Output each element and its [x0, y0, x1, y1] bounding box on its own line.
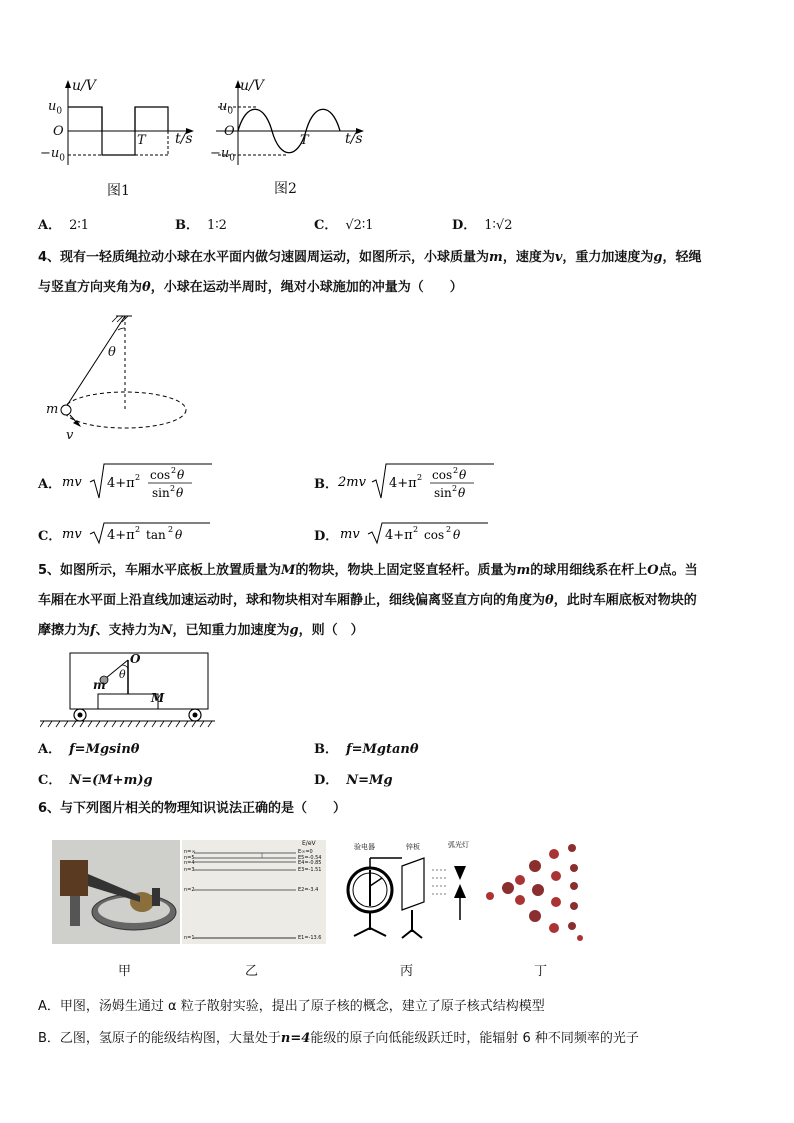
fig1-origin-label: O	[53, 124, 64, 139]
svg-text:θ: θ	[453, 528, 461, 542]
q5-option-d[interactable]: D． N=Mg	[314, 773, 393, 788]
level-e-4: E4=-0.85	[298, 860, 322, 866]
level-n-5: n=5	[184, 855, 195, 861]
level-e-2: E2=-3.4	[298, 887, 319, 893]
q4-figure-theta-label: θ	[108, 345, 116, 360]
svg-text:θ: θ	[458, 486, 466, 500]
q5-option-b[interactable]: B． f=Mgtanθ	[314, 742, 419, 757]
svg-text:θ: θ	[176, 486, 184, 500]
svg-text:cos: cos	[424, 528, 445, 542]
svg-text:θ: θ	[459, 468, 467, 482]
fig2-y-axis-label: u/V	[240, 78, 264, 94]
level-n-inf: n=∞	[184, 849, 196, 855]
fig1-u0-label: $u_0$	[48, 99, 63, 117]
q5-figure-theta-label: θ	[119, 668, 126, 681]
q3-option-a[interactable]: A． 2∶1	[38, 218, 90, 233]
q5-figure-m-label: m	[93, 678, 106, 692]
svg-text:4+π: 4+π	[385, 528, 413, 543]
caption-bing: 丙	[400, 964, 414, 979]
fig2-x-axis-label: t/s	[345, 131, 363, 147]
level-e-inf: E∞=0	[298, 849, 313, 855]
photo-c-electroscope-label: 验电器	[354, 843, 375, 851]
svg-text:2: 2	[168, 525, 174, 534]
q4-figure-v-label: v	[66, 428, 74, 443]
svg-text:2: 2	[453, 466, 459, 475]
q3-option-b[interactable]: B． 1∶2	[175, 218, 227, 233]
svg-text:tan: tan	[146, 528, 166, 542]
caption-jia: 甲	[118, 964, 132, 979]
q5-stem: 5、如图所示，车厢水平底板上放置质量为M的物块，物块上固定竖直轻杆。质量为m的球用细线系在杆上O点。当 车厢在水平面上沿直线加速运动时，球和物块相对车厢静止，细线偏离竖直方向的角度为θ，此时车厢底板对物块的 摩擦力为f、支持力为N，已知重力加速度为g，则（ ）	[38, 563, 698, 638]
fig2-origin-label: O	[224, 124, 235, 139]
q5-figure-M-label: M	[151, 691, 165, 705]
fig1-period-label: T	[137, 133, 146, 148]
q4-option-c-formula	[60, 520, 220, 546]
fig1-x-axis-label: t/s	[175, 131, 193, 147]
svg-text:2: 2	[452, 484, 458, 493]
q4-option-c-coef: mv	[62, 527, 82, 542]
q6-option-b[interactable]: B．乙图，氢原子的能级结构图，大量处于n=4能级的原子向低能级跃迁时，能辐射 6 种不同频率的光子	[38, 1031, 639, 1046]
level-n-3: n=3	[184, 867, 195, 873]
fig1-caption: 图1	[107, 183, 130, 199]
svg-text:4+π: 4+π	[107, 476, 135, 491]
fig1-neg-u0-label: $-u_0$	[40, 146, 65, 164]
q4-option-b-coef: 2mv	[338, 475, 366, 490]
q4-conical-pendulum-figure	[40, 312, 200, 447]
q4-option-a-coef: mv	[62, 475, 82, 490]
svg-text:cos: cos	[432, 468, 453, 482]
svg-text:2: 2	[413, 525, 419, 534]
svg-text:4+π: 4+π	[107, 528, 135, 543]
q3-option-c[interactable]: C． √2∶1	[314, 218, 374, 233]
fig2-neg-u0-label: $-u_0$	[210, 146, 235, 164]
level-n-1: n=1	[184, 935, 195, 941]
svg-text:4+π: 4+π	[389, 476, 417, 491]
q4-option-a-formula	[60, 460, 220, 504]
q4-stem: 4、现有一轻质绳拉动小球在水平面内做匀速圆周运动，如图所示，小球质量为m，速度为v，重力加速度为g，轻绳 与竖直方向夹角为θ，小球在运动半周时，绳对小球施加的冲量为（ ）	[38, 250, 702, 295]
photo-ding-chain-reaction	[480, 840, 590, 944]
caption-yi: 乙	[245, 964, 259, 979]
svg-text:θ: θ	[175, 528, 183, 542]
photo-jia-alpha-scattering	[52, 840, 180, 944]
fig2-u0-label: $u_0$	[219, 99, 234, 117]
level-n-4: n=4	[184, 860, 195, 866]
q4-option-d-formula	[336, 520, 496, 546]
q5-figure-o-label: O	[130, 652, 141, 666]
q6-stem: 6、与下列图片相关的物理知识说法正确的是（ ）	[38, 801, 347, 816]
q5-option-c[interactable]: C． N=(M+m)g	[38, 773, 153, 788]
svg-text:2: 2	[135, 525, 141, 534]
svg-text:2: 2	[171, 466, 177, 475]
fig2-period-label: T	[300, 133, 309, 148]
level-e-3: E3=-1.51	[298, 867, 322, 873]
q4-option-b-formula	[336, 460, 506, 504]
fig2-caption: 图2	[274, 181, 297, 197]
energy-level-diagram	[182, 840, 326, 944]
q4-figure-m-label: m	[46, 402, 59, 417]
q4-option-d-coef: mv	[340, 527, 360, 542]
energy-level-header: E/eV	[302, 840, 316, 847]
level-e-5: E5=-0.54	[298, 855, 322, 861]
level-e-1: E1=-13.6	[298, 935, 322, 941]
svg-text:2: 2	[135, 473, 141, 482]
photo-bing-photoelectric	[340, 840, 476, 944]
fig1-y-axis-label: u/V	[72, 78, 96, 94]
svg-text:cos: cos	[150, 468, 171, 482]
q5-option-a[interactable]: A． f=Mgsinθ	[38, 742, 140, 757]
level-n-2: n=2	[184, 887, 195, 893]
caption-ding: 丁	[534, 964, 548, 979]
svg-text:2: 2	[170, 484, 176, 493]
svg-text:2: 2	[446, 525, 452, 534]
svg-text:sin: sin	[152, 486, 170, 500]
svg-text:sin: sin	[434, 486, 452, 500]
q3-option-d[interactable]: D． 1∶√2	[452, 218, 513, 233]
q6-option-a[interactable]: A．甲图，汤姆生通过 α 粒子散射实验，提出了原子核的概念，建立了原子核式结构模型	[38, 999, 545, 1014]
svg-text:2: 2	[417, 473, 423, 482]
svg-text:θ: θ	[177, 468, 185, 482]
photo-c-zinc-label: 锌板	[406, 843, 420, 851]
photo-c-lamp-label: 弧光灯	[448, 841, 469, 849]
